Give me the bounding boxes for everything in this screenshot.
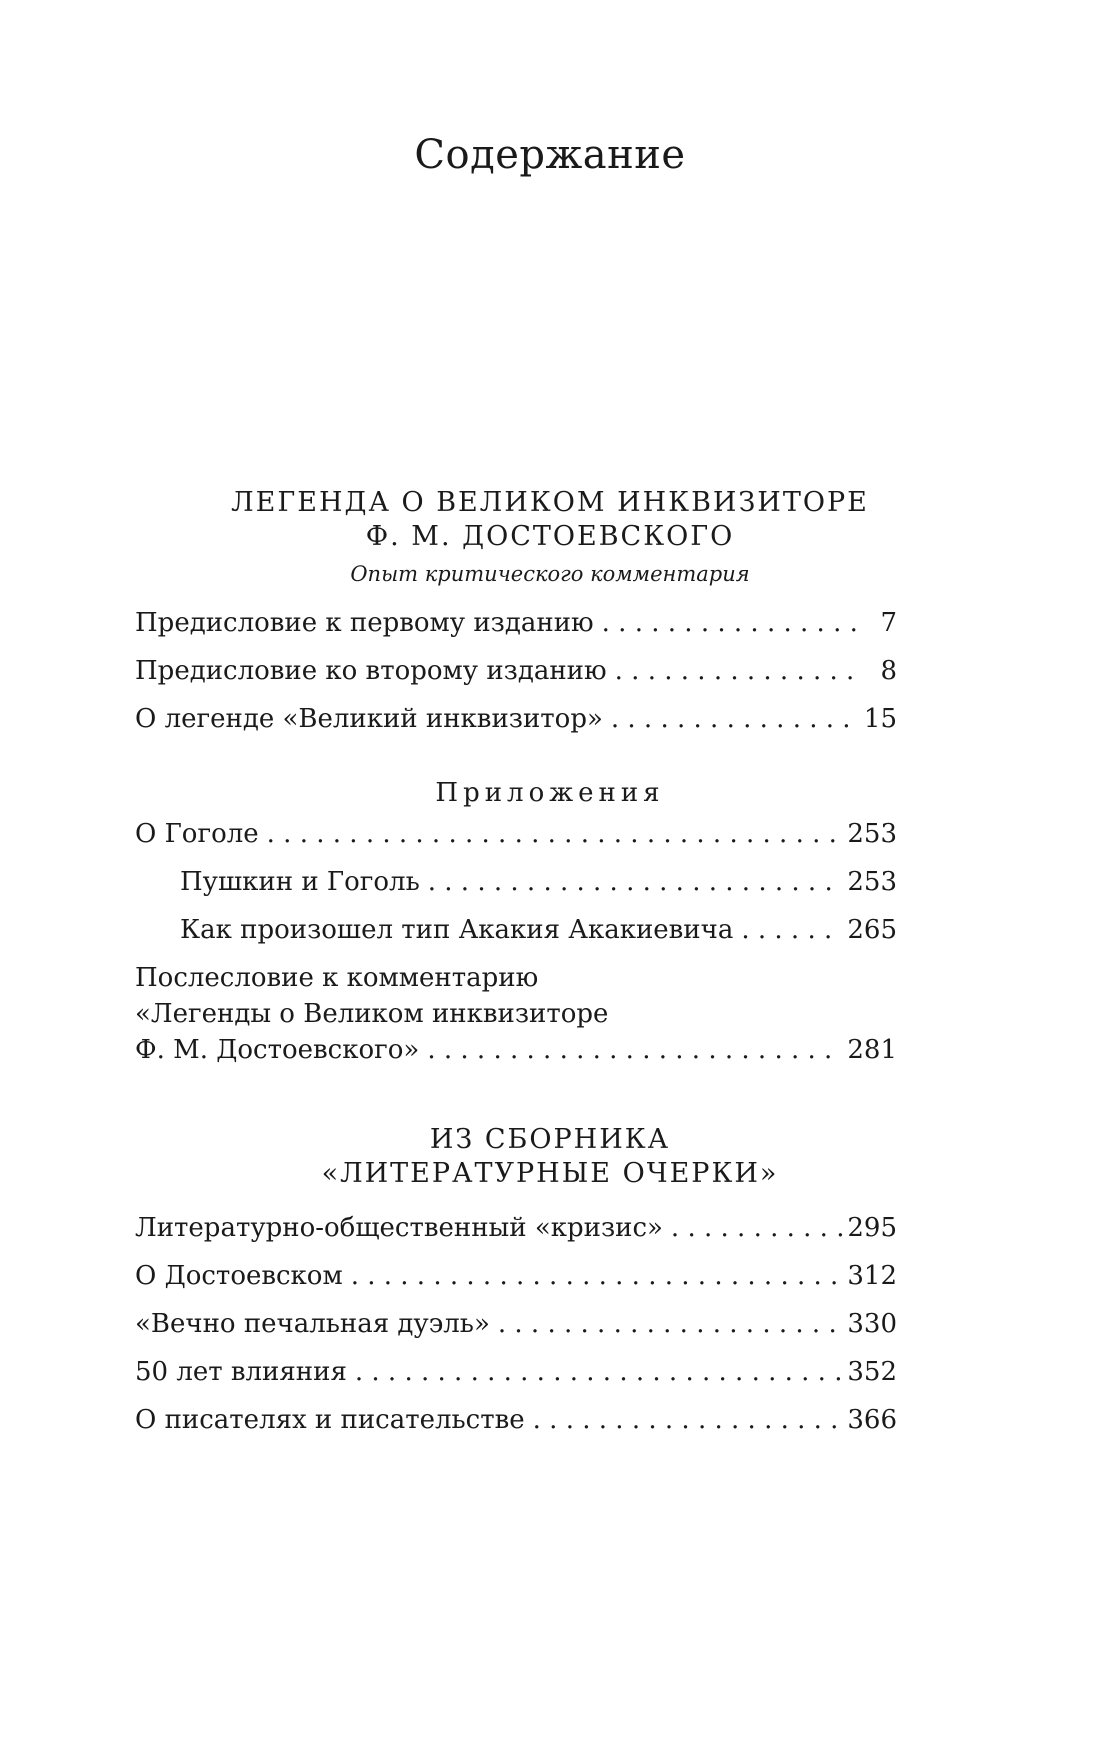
toc-entry-label: «Вечно печальная дуэль» (135, 1309, 490, 1339)
toc-entry[interactable] (135, 605, 897, 641)
toc-entry-label: «Легенды о Великом инквизиторе (135, 999, 609, 1029)
toc-entry[interactable] (180, 864, 897, 900)
toc-entry-page: 253 (847, 819, 897, 849)
section-subtitle: Опыт критического комментария (350, 562, 750, 586)
toc-entry-label: Ф. М. Достоевского» (135, 1035, 420, 1065)
toc-leader-dots (267, 816, 844, 852)
toc-leader-dots (602, 605, 857, 641)
toc-entry-page: 366 (847, 1405, 897, 1435)
toc-entry-label: Как произошел тип Акакия Акакиевича (180, 915, 734, 945)
toc-entry[interactable] (135, 1258, 897, 1294)
toc-entry-label: Предисловие к первому изданию (135, 608, 594, 638)
section-heading-line: Ф. М. ДОСТОЕВСКОГО (365, 521, 735, 552)
toc-entry[interactable] (135, 701, 897, 737)
toc-entry[interactable] (135, 1210, 897, 1246)
toc-entry-page: 15 (863, 704, 897, 734)
toc-entry-page: 7 (880, 608, 897, 638)
toc-leader-dots (533, 1402, 844, 1438)
appendix-heading: Приложения (435, 778, 665, 808)
toc-entry-last-line (135, 1032, 897, 1068)
section-heading-line: ЛЕГЕНДА О ВЕЛИКОМ ИНКВИЗИТОРЕ (231, 487, 869, 518)
toc-entry[interactable] (135, 1306, 897, 1342)
section-heading-line: «ЛИТЕРАТУРНЫЕ ОЧЕРКИ» (321, 1158, 779, 1189)
toc-entry[interactable] (135, 653, 897, 689)
toc-entry-label: О Достоевском (135, 1261, 343, 1291)
toc-leader-dots (611, 701, 857, 737)
toc-leader-dots (671, 1210, 843, 1246)
toc-entry-label: Пушкин и Гоголь (180, 867, 420, 897)
toc-entry-page: 330 (847, 1309, 897, 1339)
toc-entry-page: 265 (847, 915, 897, 945)
toc-entry-page: 253 (847, 867, 897, 897)
section-heading-legend (0, 486, 1100, 554)
toc-leader-dots (615, 653, 857, 689)
toc-leader-dots (427, 1032, 843, 1068)
toc-leader-dots (741, 912, 843, 948)
toc-entry-label: 50 лет влияния (135, 1357, 347, 1387)
toc-entry[interactable] (180, 912, 897, 948)
toc-entry-page: 352 (847, 1357, 897, 1387)
toc-entry-label: Литературно-общественный «кризис» (135, 1213, 663, 1243)
toc-entry-page: 281 (847, 1035, 897, 1065)
toc-entry-label: О писателях и писательстве (135, 1405, 525, 1435)
toc-leader-dots (355, 1354, 844, 1390)
toc-entry[interactable] (135, 816, 897, 852)
section-heading-line: ИЗ СБОРНИКА (429, 1124, 671, 1155)
toc-entry-label: О Гоголе (135, 819, 259, 849)
toc-entry-label: Предисловие ко второму изданию (135, 656, 607, 686)
toc-leader-dots (351, 1258, 844, 1294)
toc-entry-page: 295 (847, 1213, 897, 1243)
toc-entry-page: 8 (880, 656, 897, 686)
toc-leader-dots (498, 1306, 844, 1342)
toc-entry[interactable] (135, 1354, 897, 1390)
toc-entry-page: 312 (847, 1261, 897, 1291)
toc-entry-afterword[interactable] (135, 960, 897, 1068)
section-heading-essays (0, 1123, 1100, 1191)
toc-entry[interactable] (135, 1402, 897, 1438)
page-title: Содержание (414, 132, 686, 178)
toc-entry-label: О легенде «Великий инквизитор» (135, 704, 603, 734)
toc-entry-label: Послесловие к комментарию (135, 963, 539, 993)
toc-leader-dots (428, 864, 844, 900)
